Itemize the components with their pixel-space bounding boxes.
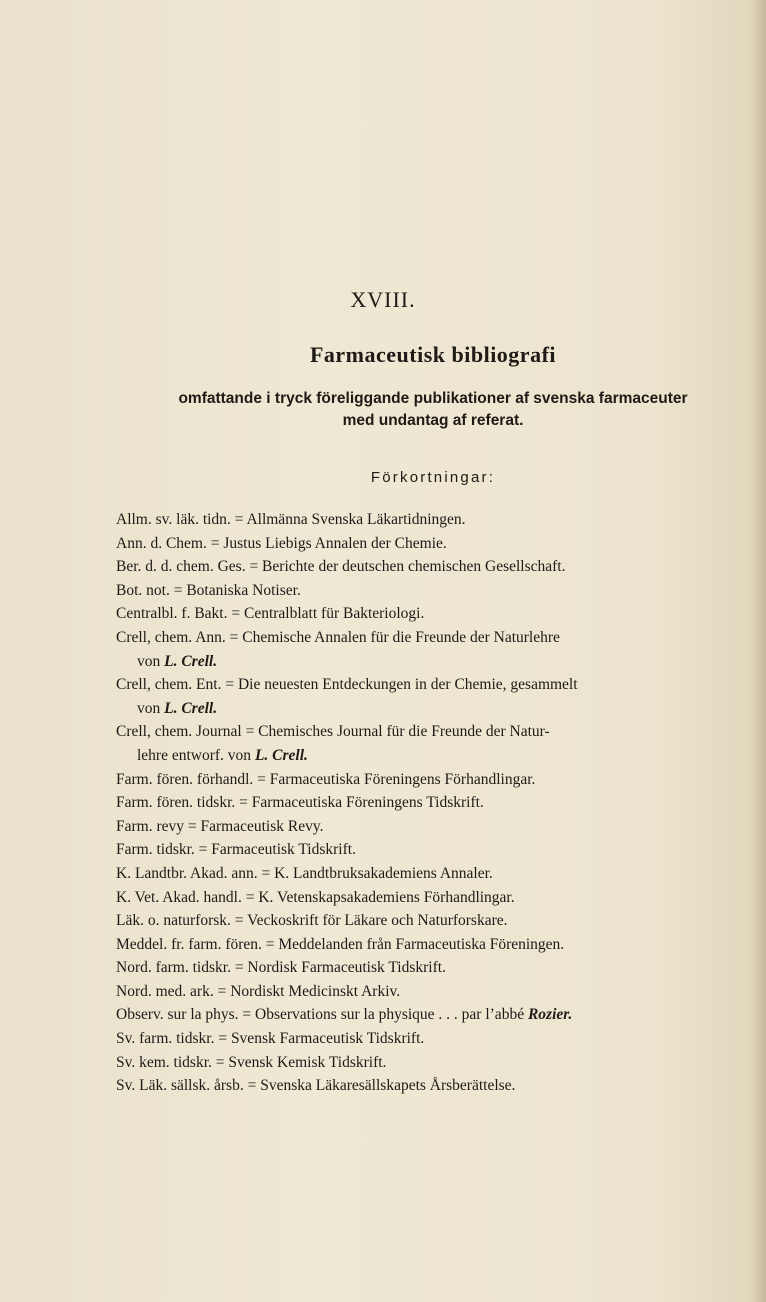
abbreviation-entry	[116, 1003, 756, 1027]
abbreviation-text: Sv. farm. tidskr. = Svensk Farmaceutisk Tidskrift.	[116, 1030, 425, 1048]
abbreviation-text: Ann. d. Chem. = Justus Liebigs Annalen der Chemie.	[116, 534, 447, 552]
abbreviation-entry	[116, 602, 756, 626]
abbreviation-continuation	[116, 744, 756, 768]
abbreviation-entry	[116, 791, 756, 815]
subtitle-line-2: med undantag af referat.	[342, 412, 524, 429]
subtitle-line-1: omfattande i tryck föreliggande publikationer af svenska farmaceuter	[178, 390, 688, 407]
abbreviation-text: Crell, chem. Journal = Chemisches Journal für die Freunde der Natur-	[116, 723, 550, 741]
abbreviation-entry	[116, 1051, 756, 1075]
abbreviation-continuation	[116, 697, 756, 721]
abbreviation-entry	[116, 815, 756, 839]
abbreviation-text: Sv. Läk. sällsk. årsb. = Svenska Läkaresällskapets Årsberättelse.	[116, 1077, 516, 1095]
continuation-author: L. Crell.	[254, 746, 308, 764]
abbreviation-text: Nord. farm. tidskr. = Nordisk Farmaceutisk Tidskrift.	[116, 959, 446, 977]
abbreviation-text: Farm. fören. förhandl. = Farmaceutiska Föreningens Förhandlingar.	[116, 770, 536, 788]
abbreviation-text: Farm. revy = Farmaceutisk Revy.	[116, 817, 324, 835]
abbreviation-text: Bot. not. = Botaniska Notiser.	[116, 581, 301, 599]
abbreviation-text: Centralbl. f. Bakt. = Centralblatt für Bakteriologi.	[116, 605, 425, 623]
continuation-text: lehre entworf. von	[137, 746, 255, 764]
page-subtitle	[0, 388, 766, 432]
abbreviation-text: Sv. kem. tidskr. = Svensk Kemisk Tidskrift.	[116, 1053, 387, 1071]
continuation-author: L. Crell.	[164, 652, 218, 670]
continuation-text: von	[137, 652, 165, 670]
abbreviation-entry	[116, 532, 756, 556]
continuation-author: L. Crell.	[164, 699, 218, 717]
abbreviation-entry	[116, 838, 756, 862]
abbreviation-entry	[116, 1027, 756, 1051]
abbreviation-entry	[116, 508, 756, 532]
abbreviation-entry	[116, 909, 756, 933]
abbreviation-text: Farm. fören. tidskr. = Farmaceutiska Föreningens Tidskrift.	[116, 794, 484, 812]
abbreviations-list	[116, 508, 756, 1098]
abbreviation-text: K. Vet. Akad. handl. = K. Vetenskapsakademiens Förhandlingar.	[116, 888, 515, 906]
abbreviation-entry	[116, 626, 756, 650]
abbreviation-entry	[116, 862, 756, 886]
abbreviation-text: Nord. med. ark. = Nordiskt Medicinskt Arkiv.	[116, 982, 401, 1000]
continuation-text: von	[137, 699, 165, 717]
abbreviation-continuation	[116, 650, 756, 674]
abbreviation-text: Läk. o. naturforsk. = Veckoskrift för Läkare och Naturforskare.	[116, 912, 508, 930]
abbreviation-text: Crell, chem. Ent. = Die neuesten Entdeckungen in der Chemie, gesammelt	[116, 676, 578, 694]
abbreviation-entry	[116, 720, 756, 744]
abbreviation-entry	[116, 886, 756, 910]
abbreviation-entry	[116, 1074, 756, 1098]
abbreviation-entry	[116, 673, 756, 697]
abbreviation-author: Rozier.	[527, 1006, 573, 1024]
abbreviation-text: Meddel. fr. farm. fören. = Meddelanden från Farmaceutiska Föreningen.	[116, 935, 565, 953]
abbreviation-entry	[116, 555, 756, 579]
abbreviation-text: Farm. tidskr. = Farmaceutisk Tidskrift.	[116, 841, 356, 859]
abbreviation-entry	[116, 579, 756, 603]
chapter-number: XVIII.	[350, 287, 416, 312]
abbreviation-entry	[116, 768, 756, 792]
abbreviation-text: K. Landtbr. Akad. ann. = K. Landtbruksakademiens Annaler.	[116, 864, 493, 882]
abbreviation-text: Crell, chem. Ann. = Chemische Annalen für die Freunde der Naturlehre	[116, 628, 560, 646]
abbreviation-entry	[116, 980, 756, 1004]
abbreviation-entry	[116, 933, 756, 957]
page-title: Farmaceutisk bibliografi	[309, 342, 557, 367]
abbreviations-heading: Förkortningar:	[370, 469, 496, 486]
abbreviation-entry	[116, 956, 756, 980]
abbreviation-text: Observ. sur la phys. = Observations sur la physique . . . par l’abbé	[116, 1006, 528, 1024]
abbreviation-text: Ber. d. d. chem. Ges. = Berichte der deutschen chemischen Gesellschaft.	[116, 558, 566, 576]
abbreviation-text: Allm. sv. läk. tidn. = Allmänna Svenska Läkartidningen.	[116, 511, 466, 528]
